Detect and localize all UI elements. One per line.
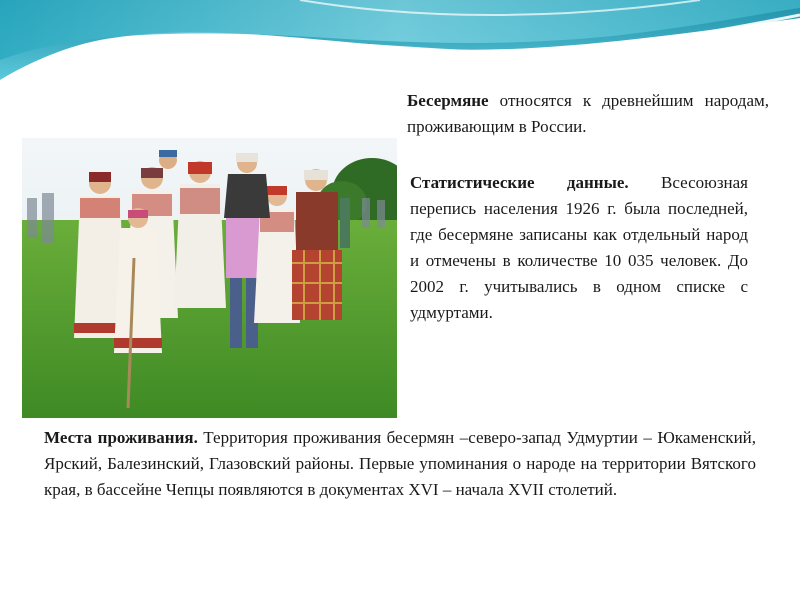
statistics-text: Всесоюзная перепись населения 1926 г. была последней, где бесермяне записаны как отдельный народ и отмечены в количестве 10 035 человек. До 2002 г. учитывались в одном списке с удмуртами. xyxy=(410,173,748,322)
statistics-bold: Статистические данные. xyxy=(410,173,629,192)
places-bold: Места проживания. xyxy=(44,428,198,447)
intro-paragraph xyxy=(407,88,769,140)
places-paragraph xyxy=(44,425,756,503)
intro-text: относятся к древнейшим народам, проживающим в России. xyxy=(407,91,769,136)
wave-header-decoration xyxy=(0,0,800,95)
places-text: Территория проживания бесермян –северо-запад Удмуртии – Юкаменский, Ярский, Балезинский, Глазовский районы. Первые упоминания о народе на территории Вятского края, в бассейне Чепцы появляются в документах XVI – начала XVII столетий. xyxy=(44,428,757,499)
intro-bold: Бесермяне xyxy=(407,91,489,110)
statistics-paragraph xyxy=(410,170,748,326)
group-photo xyxy=(22,138,397,418)
